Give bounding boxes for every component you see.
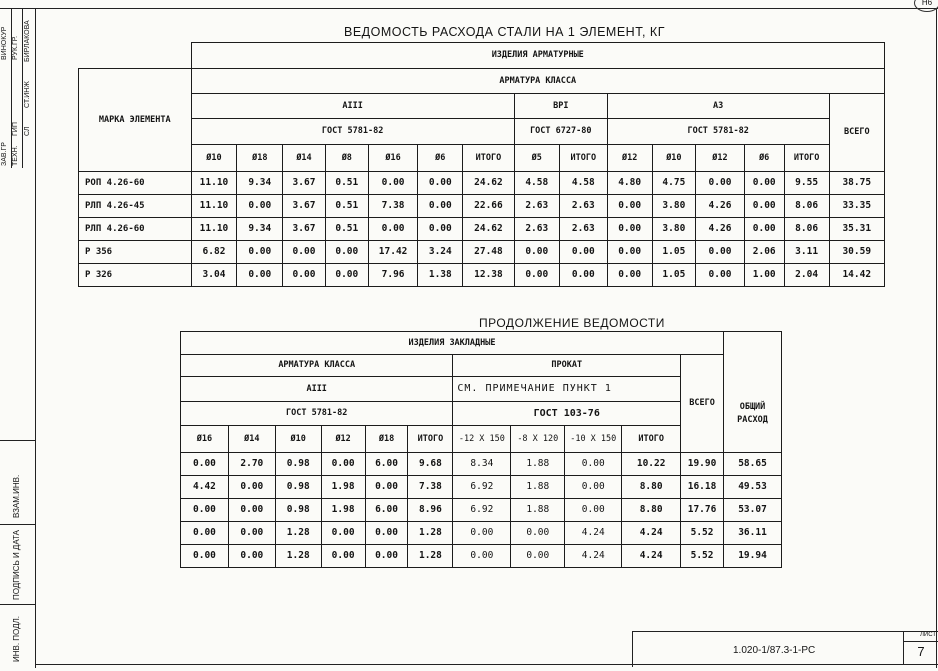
column-header: ИТОГО bbox=[408, 426, 453, 453]
value-cell: 0.00 bbox=[181, 522, 229, 545]
header-prokat: ПРОКАТ bbox=[453, 355, 681, 377]
value-cell: 4.80 bbox=[607, 172, 652, 195]
header-a3: А3 bbox=[607, 94, 829, 119]
value-cell: 3.67 bbox=[283, 218, 326, 241]
column-header: Ø14 bbox=[283, 145, 326, 172]
value-cell: 3.04 bbox=[191, 264, 237, 287]
column-header: ИТОГО bbox=[784, 145, 829, 172]
header-gost: ГОСТ 5781-82 bbox=[607, 119, 829, 145]
side-strip-bottom bbox=[0, 440, 36, 668]
value-cell: 11.10 bbox=[191, 218, 237, 241]
value-cell: 6.92 bbox=[453, 476, 511, 499]
side-label: ВИНОКУР bbox=[1, 26, 8, 60]
header-gost: ГОСТ 103-76 bbox=[453, 402, 681, 426]
column-header-row bbox=[79, 145, 885, 172]
column-header: ИТОГО bbox=[559, 145, 607, 172]
embedded-parts-table bbox=[180, 331, 782, 568]
table-row bbox=[181, 476, 782, 499]
frame-top bbox=[0, 8, 938, 9]
value-cell: 1.88 bbox=[511, 499, 565, 522]
value-cell: 0.00 bbox=[283, 264, 326, 287]
value-cell: 7.38 bbox=[368, 195, 418, 218]
value-cell: 27.48 bbox=[463, 241, 515, 264]
value-cell: 0.00 bbox=[181, 499, 229, 522]
value-cell: 6.92 bbox=[453, 499, 511, 522]
value-cell: 4.24 bbox=[622, 545, 681, 568]
value-cell: 0.00 bbox=[607, 241, 652, 264]
value-cell: 3.67 bbox=[283, 195, 326, 218]
column-header: Ø16 bbox=[181, 426, 229, 453]
value-cell: 38.75 bbox=[829, 172, 884, 195]
value-cell: 0.00 bbox=[228, 499, 275, 522]
value-cell: 3.11 bbox=[784, 241, 829, 264]
value-cell: 8.06 bbox=[784, 195, 829, 218]
value-cell: 2.06 bbox=[744, 241, 784, 264]
value-cell: 0.00 bbox=[365, 545, 408, 568]
header-vr: ВРI bbox=[514, 94, 607, 119]
table-row bbox=[181, 522, 782, 545]
value-cell: 4.58 bbox=[514, 172, 559, 195]
column-header: Ø12 bbox=[321, 426, 365, 453]
value-cell: 0.00 bbox=[453, 522, 511, 545]
element-mark: РЛП 4.26-45 bbox=[79, 195, 192, 218]
value-cell: 0.00 bbox=[237, 241, 283, 264]
value-cell: 58.65 bbox=[724, 453, 782, 476]
column-header: Ø16 bbox=[368, 145, 418, 172]
value-cell: 8.96 bbox=[408, 499, 453, 522]
value-cell: 2.04 bbox=[784, 264, 829, 287]
value-cell: 1.28 bbox=[275, 522, 321, 545]
value-cell: 9.68 bbox=[408, 453, 453, 476]
sheet-box bbox=[903, 632, 938, 665]
value-cell: 53.07 bbox=[724, 499, 782, 522]
value-cell: 22.66 bbox=[463, 195, 515, 218]
page-mark: Н6 bbox=[914, 0, 938, 12]
element-mark: РОП 4.26-60 bbox=[79, 172, 192, 195]
value-cell: 4.75 bbox=[652, 172, 696, 195]
header-obshiy-rashod: ОБЩИЙ РАСХОД bbox=[724, 332, 782, 453]
value-cell: 6.00 bbox=[365, 499, 408, 522]
value-cell: 5.52 bbox=[681, 522, 724, 545]
element-mark: Р 356 bbox=[79, 241, 192, 264]
value-cell: 0.00 bbox=[283, 241, 326, 264]
table-row bbox=[79, 264, 885, 287]
value-cell: 30.59 bbox=[829, 241, 884, 264]
value-cell: 3.24 bbox=[418, 241, 463, 264]
value-cell: 9.55 bbox=[784, 172, 829, 195]
column-header: -8 X 120 bbox=[511, 426, 565, 453]
frame-right bbox=[936, 8, 937, 668]
value-cell: 3.80 bbox=[652, 218, 696, 241]
value-cell: 8.06 bbox=[784, 218, 829, 241]
value-cell: 35.31 bbox=[829, 218, 884, 241]
table-row bbox=[79, 241, 885, 264]
value-cell: 0.00 bbox=[181, 453, 229, 476]
header-aiii: АIII bbox=[191, 94, 514, 119]
side-label: ТЕХН. bbox=[12, 145, 19, 166]
value-cell: 0.00 bbox=[228, 522, 275, 545]
value-cell: 0.98 bbox=[275, 476, 321, 499]
corner-cell bbox=[79, 43, 192, 69]
side-strip-top bbox=[0, 8, 36, 168]
value-cell: 11.10 bbox=[191, 195, 237, 218]
element-mark: РЛП 4.26-60 bbox=[79, 218, 192, 241]
value-cell: 49.53 bbox=[724, 476, 782, 499]
value-cell: 12.38 bbox=[463, 264, 515, 287]
value-cell: 8.80 bbox=[622, 499, 681, 522]
value-cell: 33.35 bbox=[829, 195, 884, 218]
column-header: Ø10 bbox=[191, 145, 237, 172]
column-header: ИТОГО bbox=[622, 426, 681, 453]
header-aiii: АIII bbox=[181, 377, 453, 402]
value-cell: 0.00 bbox=[565, 499, 622, 522]
value-cell: 19.90 bbox=[681, 453, 724, 476]
value-cell: 0.00 bbox=[325, 264, 368, 287]
side-label: РУК.ГР. bbox=[12, 35, 19, 60]
column-header: Ø6 bbox=[418, 145, 463, 172]
table-row bbox=[79, 172, 885, 195]
value-cell: 3.80 bbox=[652, 195, 696, 218]
side-label: СТ.ИНЖ bbox=[24, 81, 31, 108]
column-header: Ø12 bbox=[607, 145, 652, 172]
side-label: СЛ bbox=[24, 126, 31, 136]
side-label: ПОДПИСЬ И ДАТА bbox=[12, 529, 21, 600]
page-title: ВЕДОМОСТЬ РАСХОДА СТАЛИ НА 1 ЭЛЕМЕНТ, КГ bbox=[344, 25, 665, 39]
value-cell: 0.00 bbox=[511, 522, 565, 545]
value-cell: 1.28 bbox=[408, 545, 453, 568]
value-cell: 36.11 bbox=[724, 522, 782, 545]
table-row bbox=[181, 499, 782, 522]
value-cell: 1.05 bbox=[652, 241, 696, 264]
value-cell: 19.94 bbox=[724, 545, 782, 568]
value-cell: 16.18 bbox=[681, 476, 724, 499]
value-cell: 17.42 bbox=[368, 241, 418, 264]
header-izdelia: ИЗДЕЛИЯ АРМАТУРНЫЕ bbox=[191, 43, 885, 69]
value-cell: 1.28 bbox=[408, 522, 453, 545]
value-cell: 2.63 bbox=[559, 218, 607, 241]
value-cell: 0.00 bbox=[418, 195, 463, 218]
header-izdelia-zakladnye: ИЗДЕЛИЯ ЗАКЛАДНЫЕ bbox=[181, 332, 724, 355]
column-header: Ø12 bbox=[696, 145, 744, 172]
value-cell: 9.34 bbox=[237, 218, 283, 241]
header-vsego: ВСЕГО bbox=[681, 355, 724, 453]
value-cell: 0.00 bbox=[368, 172, 418, 195]
value-cell: 5.52 bbox=[681, 545, 724, 568]
value-cell: 4.24 bbox=[622, 522, 681, 545]
value-cell: 0.00 bbox=[228, 476, 275, 499]
continuation-title: ПРОДОЛЖЕНИЕ ВЕДОМОСТИ bbox=[479, 316, 665, 330]
value-cell: 2.63 bbox=[514, 195, 559, 218]
value-cell: 0.00 bbox=[559, 264, 607, 287]
sheet-number: 7 bbox=[917, 644, 925, 659]
value-cell: 0.00 bbox=[607, 218, 652, 241]
value-cell: 2.70 bbox=[228, 453, 275, 476]
value-cell: 0.00 bbox=[565, 453, 622, 476]
column-header: -10 X 150 bbox=[565, 426, 622, 453]
header-gost: ГОСТ 5781-82 bbox=[181, 402, 453, 426]
column-header: Ø18 bbox=[237, 145, 283, 172]
side-label: БИРЛАКОВА bbox=[24, 20, 31, 62]
value-cell: 0.00 bbox=[511, 545, 565, 568]
header-primechanie: СМ. ПРИМЕЧАНИЕ ПУНКТ 1 bbox=[453, 377, 681, 402]
side-label: ГИП bbox=[12, 122, 19, 136]
header-armatura-klassa: АРМАТУРА КЛАССА bbox=[181, 355, 453, 377]
value-cell: 0.00 bbox=[514, 264, 559, 287]
column-header: Ø14 bbox=[228, 426, 275, 453]
column-header: Ø5 bbox=[514, 145, 559, 172]
header-gost: ГОСТ 5781-82 bbox=[191, 119, 514, 145]
value-cell: 0.00 bbox=[181, 545, 229, 568]
value-cell: 0.00 bbox=[321, 453, 365, 476]
element-mark: Р 326 bbox=[79, 264, 192, 287]
value-cell: 0.98 bbox=[275, 453, 321, 476]
value-cell: 4.42 bbox=[181, 476, 229, 499]
value-cell: 0.00 bbox=[325, 241, 368, 264]
value-cell: 0.00 bbox=[696, 264, 744, 287]
value-cell: 1.88 bbox=[511, 476, 565, 499]
value-cell: 0.00 bbox=[559, 241, 607, 264]
value-cell: 6.82 bbox=[191, 241, 237, 264]
value-cell: 10.22 bbox=[622, 453, 681, 476]
value-cell: 0.00 bbox=[418, 172, 463, 195]
value-cell: 2.63 bbox=[514, 218, 559, 241]
value-cell: 0.00 bbox=[607, 264, 652, 287]
value-cell: 0.00 bbox=[696, 172, 744, 195]
table-row bbox=[79, 195, 885, 218]
value-cell: 1.28 bbox=[275, 545, 321, 568]
value-cell: 0.00 bbox=[565, 476, 622, 499]
value-cell: 0.51 bbox=[325, 218, 368, 241]
side-label: ВЗАМ.ИНВ. bbox=[12, 474, 21, 518]
column-header: Ø10 bbox=[652, 145, 696, 172]
header-marka: МАРКА ЭЛЕМЕНТА bbox=[79, 69, 192, 172]
title-block bbox=[632, 631, 938, 667]
value-cell: 6.00 bbox=[365, 453, 408, 476]
value-cell: 0.00 bbox=[744, 195, 784, 218]
value-cell: 0.00 bbox=[237, 264, 283, 287]
header-gost: ГОСТ 6727-80 bbox=[514, 119, 607, 145]
value-cell: 2.63 bbox=[559, 195, 607, 218]
table-row bbox=[181, 545, 782, 568]
value-cell: 1.00 bbox=[744, 264, 784, 287]
value-cell: 0.00 bbox=[418, 218, 463, 241]
value-cell: 9.34 bbox=[237, 172, 283, 195]
value-cell: 0.00 bbox=[365, 522, 408, 545]
value-cell: 0.00 bbox=[321, 522, 365, 545]
sheet-label: ЛИСТ bbox=[904, 632, 938, 642]
value-cell: 8.80 bbox=[622, 476, 681, 499]
value-cell: 0.00 bbox=[453, 545, 511, 568]
column-header: Ø8 bbox=[325, 145, 368, 172]
value-cell: 0.00 bbox=[228, 545, 275, 568]
value-cell: 4.58 bbox=[559, 172, 607, 195]
value-cell: 0.00 bbox=[321, 545, 365, 568]
value-cell: 1.98 bbox=[321, 499, 365, 522]
column-header: -12 X 150 bbox=[453, 426, 511, 453]
value-cell: 7.96 bbox=[368, 264, 418, 287]
value-cell: 8.34 bbox=[453, 453, 511, 476]
value-cell: 0.00 bbox=[744, 172, 784, 195]
value-cell: 0.00 bbox=[607, 195, 652, 218]
column-header: ИТОГО bbox=[463, 145, 515, 172]
column-header: Ø18 bbox=[365, 426, 408, 453]
value-cell: 0.00 bbox=[237, 195, 283, 218]
side-label: ИНВ. ПОДЛ. bbox=[12, 616, 21, 662]
value-cell: 0.98 bbox=[275, 499, 321, 522]
value-cell: 0.00 bbox=[744, 218, 784, 241]
header-vsego: ВСЕГО bbox=[829, 94, 884, 172]
value-cell: 1.98 bbox=[321, 476, 365, 499]
value-cell: 4.24 bbox=[565, 522, 622, 545]
column-header: Ø10 bbox=[275, 426, 321, 453]
value-cell: 1.05 bbox=[652, 264, 696, 287]
side-label: ЗАВ.ГР bbox=[1, 142, 8, 166]
value-cell: 24.62 bbox=[463, 172, 515, 195]
value-cell: 4.24 bbox=[565, 545, 622, 568]
value-cell: 24.62 bbox=[463, 218, 515, 241]
value-cell: 0.51 bbox=[325, 172, 368, 195]
value-cell: 7.38 bbox=[408, 476, 453, 499]
value-cell: 0.00 bbox=[696, 241, 744, 264]
value-cell: 1.38 bbox=[418, 264, 463, 287]
table-row bbox=[181, 453, 782, 476]
value-cell: 0.00 bbox=[365, 476, 408, 499]
value-cell: 14.42 bbox=[829, 264, 884, 287]
value-cell: 0.00 bbox=[368, 218, 418, 241]
value-cell: 11.10 bbox=[191, 172, 237, 195]
value-cell: 3.67 bbox=[283, 172, 326, 195]
value-cell: 0.00 bbox=[514, 241, 559, 264]
document-code: 1.020-1/87.3-1-PC bbox=[733, 645, 816, 656]
table-row bbox=[79, 218, 885, 241]
value-cell: 4.26 bbox=[696, 195, 744, 218]
value-cell: 17.76 bbox=[681, 499, 724, 522]
steel-table bbox=[78, 42, 885, 287]
value-cell: 4.26 bbox=[696, 218, 744, 241]
value-cell: 1.88 bbox=[511, 453, 565, 476]
header-armatura-klassa: АРМАТУРА КЛАССА bbox=[191, 69, 885, 94]
column-header: Ø6 bbox=[744, 145, 784, 172]
value-cell: 0.51 bbox=[325, 195, 368, 218]
